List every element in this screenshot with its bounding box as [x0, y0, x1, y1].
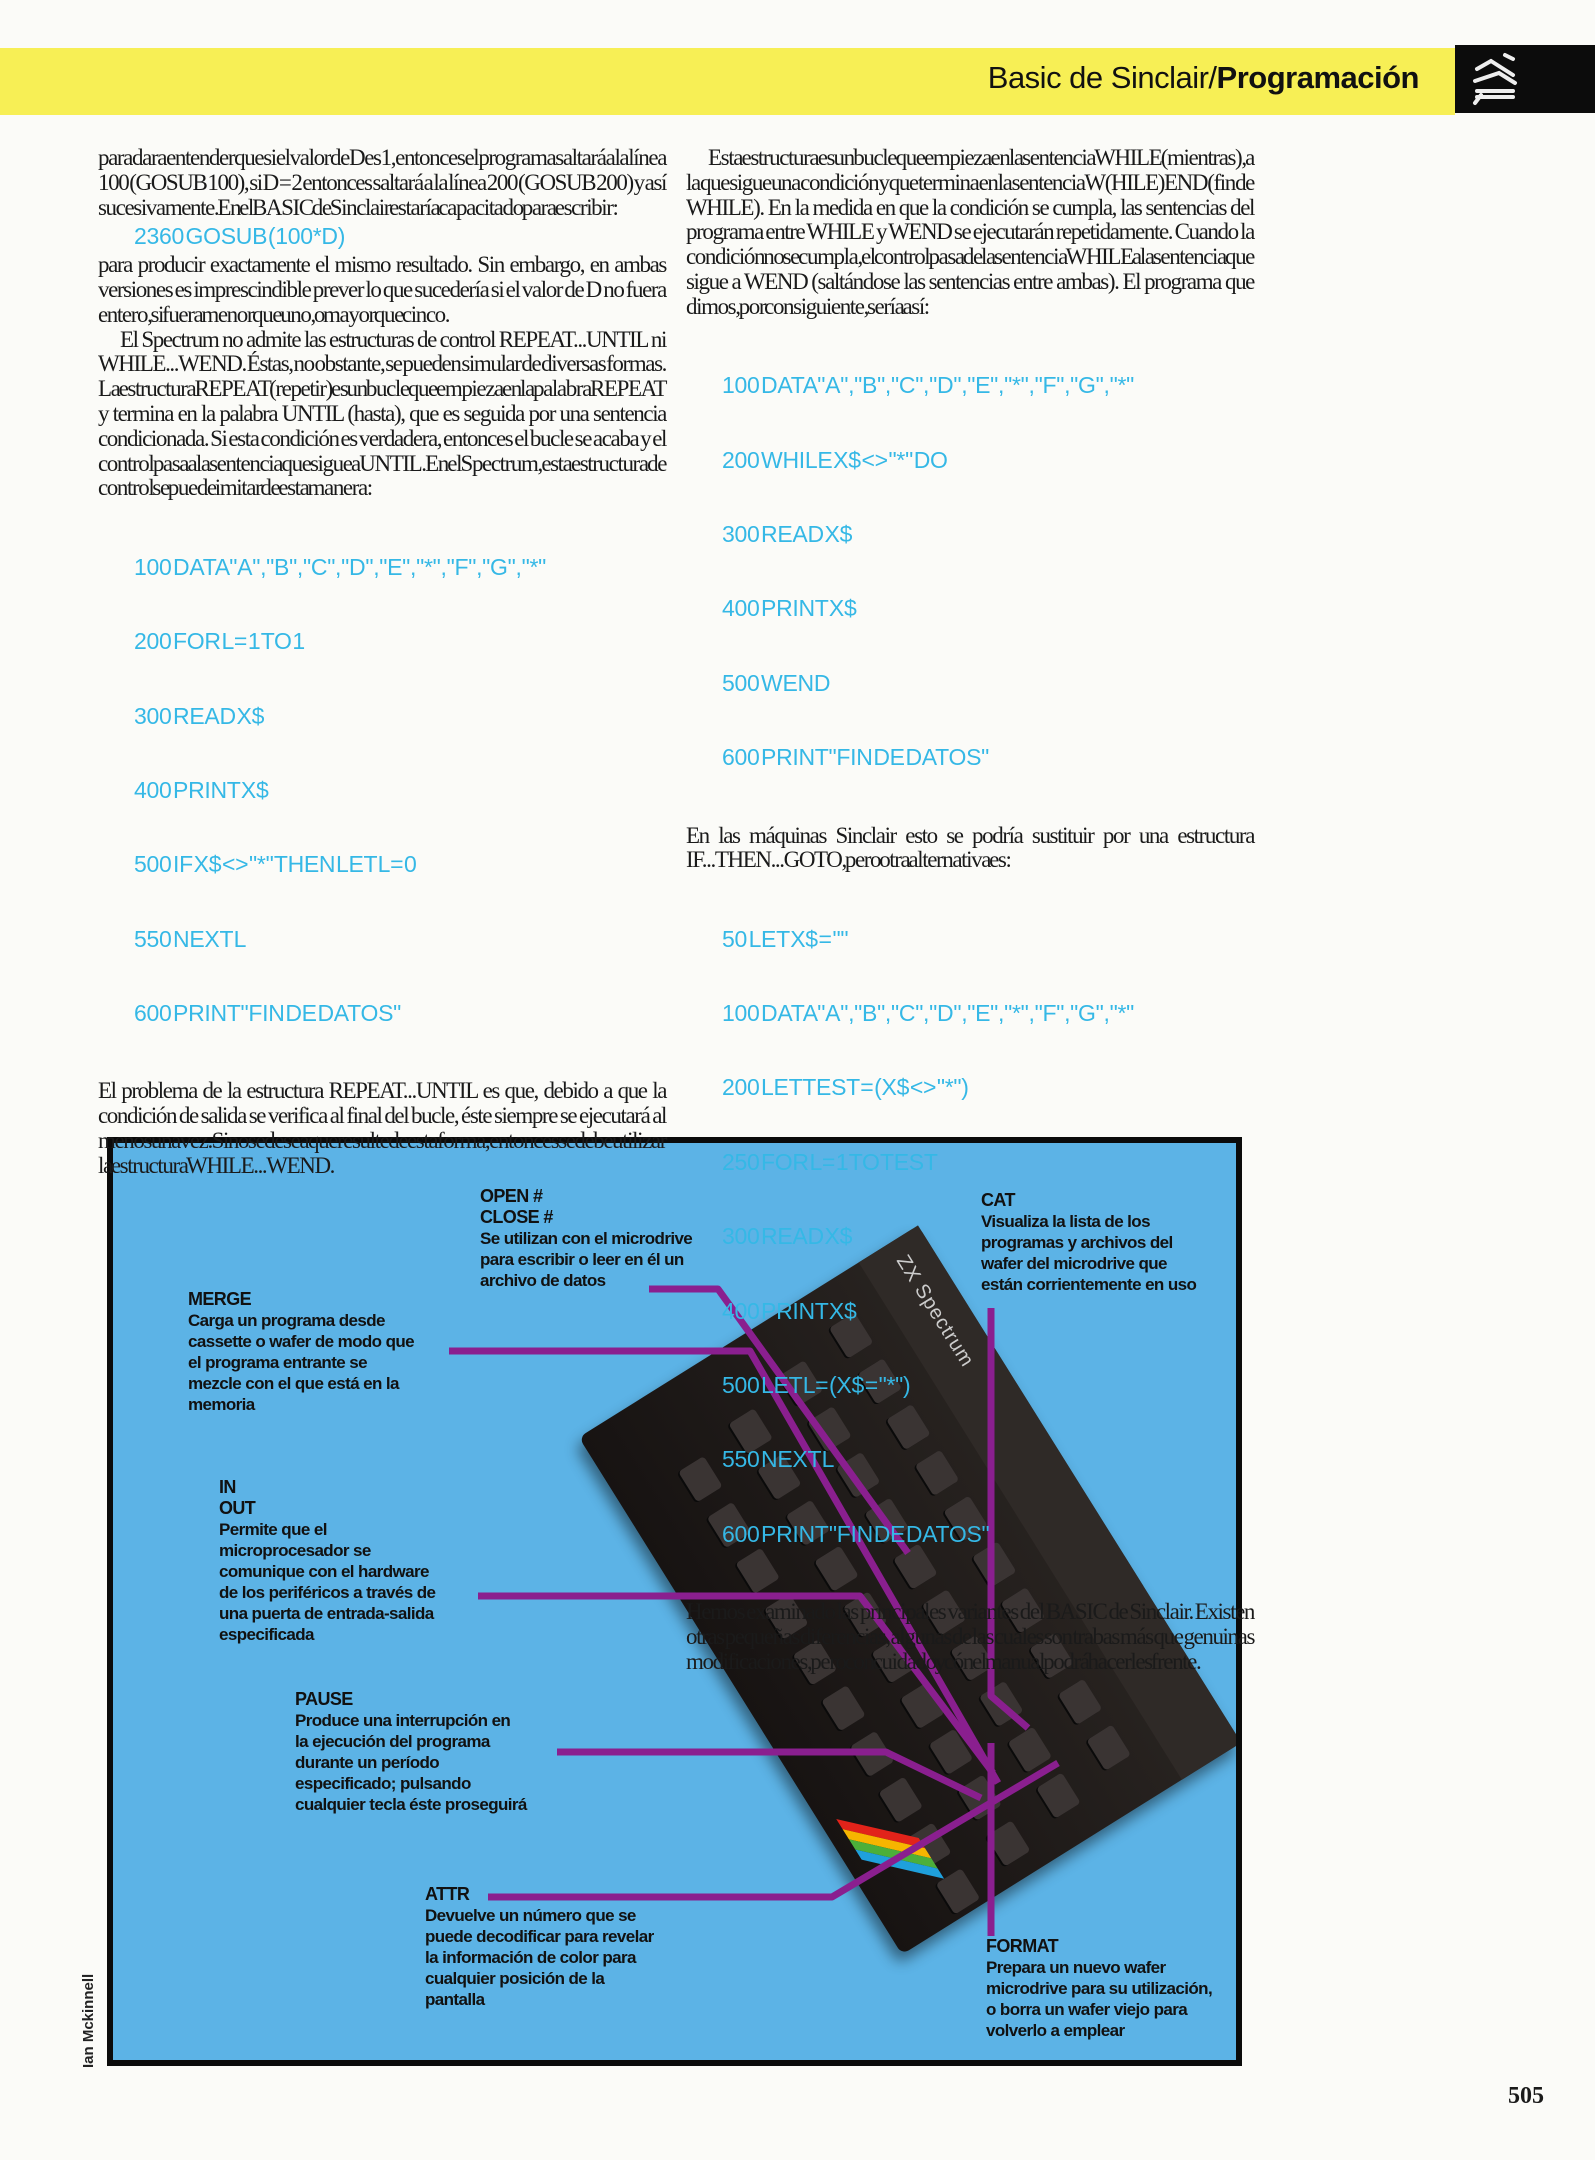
callout-text: cualquier tecla éste proseguirá — [295, 1795, 527, 1814]
callout-keyword: CAT — [981, 1190, 1015, 1210]
page-number: 505 — [1508, 2083, 1544, 2109]
code-line: 250 FOR L = 1 TO TEST — [722, 1148, 938, 1175]
callout-text: comunique con el hardware — [219, 1562, 429, 1581]
running-head — [988, 60, 1419, 96]
code-line: 500 IF X$ <> "*" THEN LET L = 0 — [134, 851, 417, 878]
callout-open-close — [480, 1186, 692, 1291]
callout-keyword: FORMAT — [986, 1936, 1059, 1956]
code-line: 550 NEXT L — [134, 925, 247, 952]
leader-attr — [488, 1763, 1058, 1897]
code-line: 400 PRINT X$ — [722, 1297, 857, 1324]
callout-text: Produce una interrupción en — [295, 1711, 511, 1730]
callout-format — [986, 1936, 1212, 2041]
code-line: 400 PRINT X$ — [134, 776, 269, 803]
machine-label: ZX Spectrum — [891, 1251, 979, 1372]
callout-text: de los periféricos a través de — [219, 1583, 436, 1602]
paragraph: En las máquinas Sinclair esto se podría sustituir por una estructura IF...THEN...GOTO, pero otra alternativa es: — [686, 822, 1254, 873]
header-bar — [0, 48, 1455, 115]
callout-text: Prepara un nuevo wafer — [986, 1958, 1166, 1977]
callout-text: especificada — [219, 1625, 314, 1644]
callout-text: puede decodificar para revelar — [425, 1927, 654, 1946]
paragraph: para producir exactamente el mismo resultado. Sin embargo, en ambas versiones es imprescindible prever lo que sucedería si el valor de D no fuera entero, si fuera menor que uno, o mayor que cinco. — [98, 252, 666, 327]
left-column — [98, 146, 666, 1179]
course-logo-icon — [1455, 45, 1595, 113]
code-line: 400 PRINT X$ — [722, 595, 857, 622]
section-title: Programación — [1216, 60, 1419, 95]
callout-keyword: OUT — [219, 1498, 256, 1518]
callout-text: Permite que el — [219, 1520, 327, 1539]
code-line: 600 PRINT"FIN DE DATOS" — [722, 744, 989, 771]
code-line: 500 LET L = (X$ = "*") — [722, 1372, 911, 1399]
photo-credit: Ian Mckinnell — [80, 1973, 97, 2068]
callout-text: Devuelve un número que se — [425, 1906, 636, 1925]
code-line: 2360 GOSUB (100*D) — [134, 223, 346, 250]
code-line: 300 READ X$ — [722, 520, 853, 547]
callout-keyword: OPEN # — [480, 1186, 543, 1206]
callout-attr — [425, 1884, 654, 2010]
code-line: 300 READ X$ — [134, 702, 265, 729]
callout-text: cualquier posición de la — [425, 1969, 605, 1988]
code-line: 100 DATA "A","B","C","D","E","*","F","G","*" — [134, 553, 546, 580]
code-listing — [722, 324, 1254, 820]
callout-text: volverlo a emplear — [986, 2021, 1125, 2040]
paragraph: El problema de la estructura REPEAT...UNTIL es que, debido a que la condición de salida se verifica al final del bucle, éste siempre se ejecutará al menos una vez. Si no se desea que resulte de esta forma, entonces se debe utilizar la estructura WHILE...WEND. — [98, 1078, 666, 1178]
code-listing — [134, 505, 666, 1075]
code-line: 600 PRINT "FIN DE DATOS" — [722, 1520, 990, 1547]
callout-text: wafer del microdrive que — [981, 1254, 1167, 1273]
code-line: 550 NEXT L — [722, 1446, 835, 1473]
code-line: 100 DATA "A","B","C","D","E","*","F","G","*" — [722, 372, 1134, 399]
callout-text: el programa entrante se — [188, 1353, 367, 1372]
callout-text: están corrientemente en uso — [981, 1275, 1197, 1294]
callout-text: Carga un programa desde — [188, 1311, 385, 1330]
code-listing — [722, 877, 1254, 1596]
callout-text: Se utilizan con el microdrive — [480, 1229, 693, 1248]
callout-in-out — [219, 1477, 435, 1645]
callout-text: memoria — [188, 1395, 255, 1414]
paragraph: para dar a entender que si el valor de D es 1, entonces el programa saltará a la línea 100 (GOSUB 100), si D = 2 entonces saltará a la línea 200 (GOSUB 200) y así sucesivamente. En el BASIC de Sinclair estaría capacitado para escribir: — [98, 145, 666, 220]
callout-text: una puerta de entrada-salida — [219, 1604, 434, 1623]
paragraph: Esta estructura es un bucle que empieza en la sentencia WHILE (mientras), a la que sigue una condición y que termina en la sentencia W(HILE)END (fin de WHILE). En la medida en que la condición se cumpla, las sentencias del programa entre WHILE y WEND se ejecutarán repetidamente. Cuando la condición no se cumpla, el control pasa de la sentencia WHILE a la sentencia que sigue a WEND (saltándose las sentencias entre ambas). El programa que dimos, por consiguiente, sería así: — [686, 145, 1254, 319]
callout-text: mezcle con el que está en la — [188, 1374, 399, 1393]
leader-pause — [557, 1752, 981, 1798]
callout-text: microdrive para su utilización, — [986, 1979, 1213, 1998]
paragraph: El Spectrum no admite las estructuras de control REPEAT...UNTIL ni WHILE...WEND. Éstas, no obstante, se pueden simular de diversas formas. La estructura REPEAT (repetir) es un bucle que empieza en la palabra REPEAT y termina en la palabra UNTIL (hasta), que es seguida por una sentencia condicionada. Si esta condición es verdadera, entonces el bucle se acaba y el control pasa a la sentencia que sigue a UNTIL. En el Spectrum, esta estructura de control se puede imitar de esta manera: — [98, 326, 666, 501]
callout-text: programas y archivos del — [981, 1233, 1173, 1252]
code-line: 100 DATA "A","B","C","D","E","*","F","G","*" — [722, 1000, 1134, 1027]
callout-keyword: CLOSE # — [480, 1207, 553, 1227]
callout-text: Visualiza la lista de los — [981, 1212, 1150, 1231]
callout-text: durante un período — [295, 1753, 440, 1772]
code-line: 300 READ X$ — [722, 1223, 853, 1250]
callout-text: para escribir o leer en él un — [480, 1250, 684, 1269]
callout-text: o borra un wafer viejo para — [986, 2000, 1188, 2019]
callout-text: especificado; pulsando — [295, 1774, 471, 1793]
code-line: 200 WHILE X$ <> "*" DO — [722, 446, 948, 473]
callout-keyword: MERGE — [188, 1289, 252, 1309]
section-name: Basic de Sinclair/ — [987, 60, 1217, 95]
code-line: 50 LET X$ = "" — [722, 925, 849, 952]
code-line: 200 LET TEST = (X$ <> "*") — [722, 1074, 969, 1101]
callout-text: la información de color para — [425, 1948, 636, 1967]
code-line: 500 WEND — [722, 669, 831, 696]
callout-pause — [295, 1689, 527, 1815]
code-listing — [134, 224, 666, 249]
callout-text: la ejecución del programa — [295, 1732, 490, 1751]
right-column — [686, 146, 1254, 1675]
callout-text: cassette o wafer de modo que — [188, 1332, 414, 1351]
code-line: 200 FOR L = 1 TO 1 — [134, 628, 305, 655]
callout-keyword: ATTR — [425, 1884, 470, 1904]
callout-text: archivo de datos — [480, 1271, 606, 1290]
callout-merge — [188, 1289, 414, 1415]
callout-text: microprocesador se — [219, 1541, 371, 1560]
callout-keyword: IN — [219, 1477, 236, 1497]
callout-keyword: PAUSE — [295, 1689, 353, 1709]
paragraph: Hemos examinado las principales variantes del BASIC de Sinclair. Existen otras pequeñas diferencias, algunas de las cuales son trabas más que genuinas modificaciones, pero con cuidado y cón el manual podrá hacerles frente. — [686, 1599, 1254, 1674]
code-line: 600 PRINT"FIN DE DATOS" — [134, 1000, 401, 1027]
callout-text: pantalla — [425, 1990, 485, 2009]
